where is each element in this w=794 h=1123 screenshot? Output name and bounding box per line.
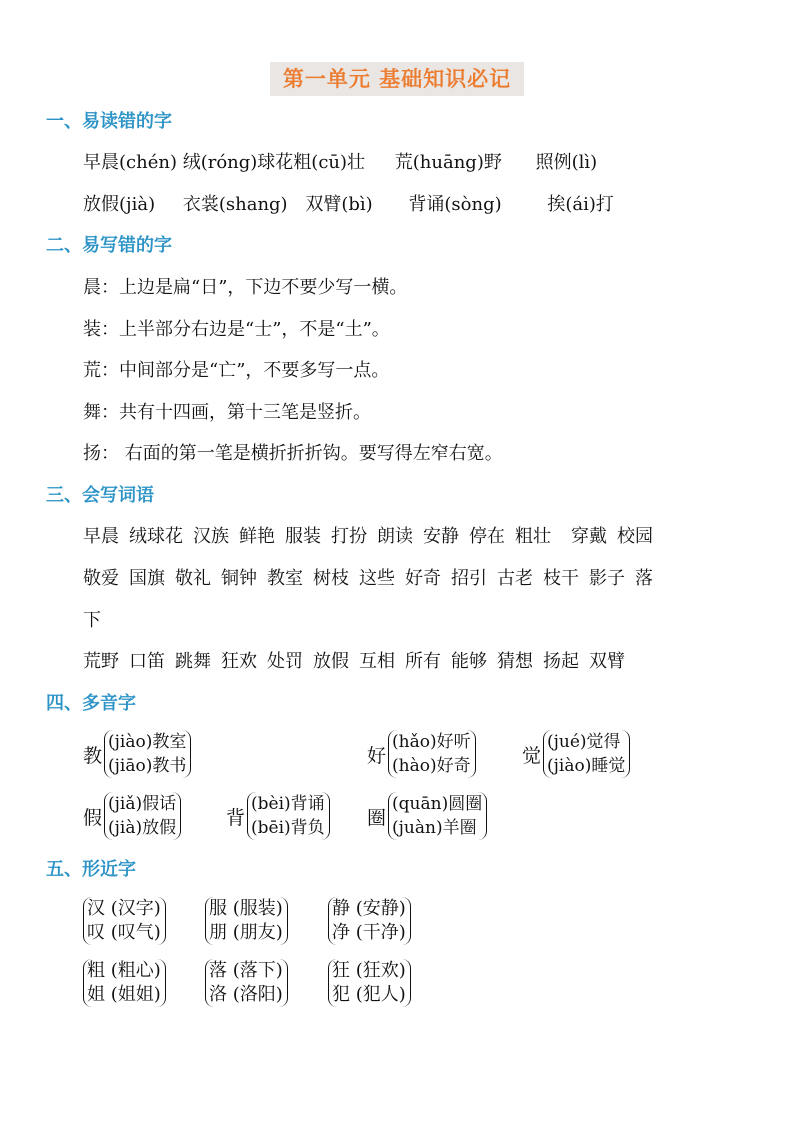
- polyphone-char: 假: [83, 806, 103, 829]
- similar-char-group: [328, 897, 411, 945]
- vocab-word: 跳舞: [175, 651, 211, 672]
- similar-char-group: [205, 897, 288, 945]
- polyphone-reading: (jià)放假: [108, 818, 177, 838]
- polyphone-group: [367, 730, 476, 778]
- polyphone-brace: [104, 730, 191, 778]
- miswrite-line-3: 荒：中间部分是“亡”，不要多写一点。: [83, 360, 390, 381]
- vocab-word: 教室: [267, 568, 303, 589]
- polyphone-reading: (hǎo)好听: [392, 732, 471, 752]
- similar-brace: [83, 959, 166, 1007]
- polyphone-char: 背: [226, 806, 246, 829]
- polyphone-brace: [104, 792, 181, 840]
- polyphone-char: 觉: [522, 744, 542, 767]
- vocab-word: 处罚: [267, 651, 303, 672]
- polyphone-brace: [388, 792, 487, 840]
- vocab-word: 安静: [423, 526, 459, 547]
- vocab-word: 敬爱: [83, 568, 119, 589]
- vocab-word: 鲜艳: [239, 526, 275, 547]
- polyphone-reading: (bēi)背负: [251, 818, 325, 838]
- polyphone-reading: (jiào)教室: [108, 732, 187, 752]
- similar-char: 净 (干净): [332, 922, 406, 943]
- similar-brace: [83, 897, 166, 945]
- vocab-word: 停在: [469, 526, 505, 547]
- misread-item: 荒(huāng)野: [394, 152, 502, 173]
- similar-char-group: [205, 959, 288, 1007]
- vocab-word: 铜钟: [221, 568, 257, 589]
- misread-item: 早晨(chén): [83, 152, 177, 173]
- polyphone-brace: [388, 730, 476, 778]
- section-heading-1: 一、易读错的字: [46, 111, 172, 132]
- similar-char: 汉 (汉字): [87, 898, 161, 919]
- vocab-word: 校园: [617, 526, 653, 547]
- miswrite-line-5: 扬： 右面的第一笔是横折折折钩。要写得左窄右宽。: [83, 443, 503, 464]
- page-title: 第一单元 基础知识必记: [270, 62, 524, 96]
- vocab-word: 早晨: [83, 526, 119, 547]
- miswrite-line-2: 装：上半部分右边是“士”，不是“土”。: [83, 319, 390, 340]
- misread-item: 衣裳(shang): [182, 194, 288, 215]
- vocab-word: 朗读: [377, 526, 413, 547]
- misread-row-2: [83, 192, 614, 218]
- polyphone-group: [367, 792, 487, 840]
- vocab-row-3: [83, 608, 111, 634]
- misread-item: 放假(jià): [83, 194, 156, 215]
- similar-char: 服 (服装): [209, 898, 283, 919]
- vocab-word: 这些: [359, 568, 395, 589]
- vocab-word: 放假: [313, 651, 349, 672]
- similar-char: 狂 (狂欢): [332, 960, 406, 981]
- vocab-word: 穿戴: [571, 526, 607, 547]
- vocab-row-1: [83, 524, 663, 550]
- misread-item: 照例(lì): [535, 152, 598, 173]
- vocab-word: 狂欢: [221, 651, 257, 672]
- polyphone-reading: (bèi)背诵: [251, 794, 325, 814]
- vocab-word: 双臂: [589, 651, 625, 672]
- polyphone-group: [83, 730, 191, 778]
- vocab-word: 枝干: [543, 568, 579, 589]
- miswrite-line-1: 晨：上边是扁“日”，下边不要少写一横。: [83, 277, 408, 298]
- misread-item: 双臂(bì): [305, 194, 373, 215]
- misread-item: 背诵(sòng): [408, 194, 502, 215]
- similar-char: 粗 (粗心): [87, 960, 161, 981]
- similar-brace: [328, 897, 411, 945]
- vocab-word: 树枝: [313, 568, 349, 589]
- vocab-word: 粗壮: [515, 526, 551, 547]
- vocab-word: 打扮: [331, 526, 367, 547]
- similar-char: 犯 (犯人): [332, 984, 406, 1005]
- vocab-word: 下: [83, 610, 101, 631]
- misread-row-1: [83, 150, 597, 176]
- vocab-word: 扬起: [543, 651, 579, 672]
- section-heading-2: 二、易写错的字: [46, 235, 172, 256]
- polyphone-char: 好: [367, 744, 387, 767]
- polyphone-reading: (jué)觉得: [547, 732, 621, 752]
- vocab-word: 猜想: [497, 651, 533, 672]
- polyphone-group: [522, 730, 630, 778]
- vocab-word: 绒球花: [129, 526, 183, 547]
- similar-brace: [205, 897, 288, 945]
- misread-item: 挨(ái)打: [547, 194, 614, 215]
- vocab-word: 招引: [451, 568, 487, 589]
- vocab-row-4: [83, 649, 635, 675]
- polyphone-char: 教: [83, 744, 103, 767]
- polyphone-reading: (jiǎ)假话: [108, 794, 177, 814]
- polyphone-group: [83, 792, 181, 840]
- polyphone-brace: [247, 792, 330, 840]
- vocab-word: 互相: [359, 651, 395, 672]
- similar-char-group: [328, 959, 411, 1007]
- similar-char: 朋 (朋友): [209, 922, 283, 943]
- similar-char: 落 (落下): [209, 960, 283, 981]
- similar-brace: [328, 959, 411, 1007]
- vocab-word: 国旗: [129, 568, 165, 589]
- polyphone-reading: (quān)圆圈: [392, 794, 483, 814]
- polyphone-char: 圈: [367, 806, 387, 829]
- similar-brace: [205, 959, 288, 1007]
- polyphone-reading: (hào)好奇: [392, 756, 471, 776]
- section-heading-5: 五、形近字: [46, 859, 136, 880]
- polyphone-reading: (jiào)睡觉: [547, 756, 626, 776]
- similar-char: 静 (安静): [332, 898, 406, 919]
- polyphone-group: [226, 792, 330, 840]
- vocab-word: 影子: [589, 568, 625, 589]
- similar-char: 洛 (洛阳): [209, 984, 283, 1005]
- vocab-row-2: [83, 566, 663, 592]
- polyphone-reading: (juàn)羊圈: [392, 818, 477, 838]
- vocab-word: 好奇: [405, 568, 441, 589]
- vocab-word: 古老: [497, 568, 533, 589]
- vocab-word: 能够: [451, 651, 487, 672]
- misread-item: 粗(cū)壮: [293, 152, 366, 173]
- vocab-word: 落: [635, 568, 653, 589]
- vocab-word: 汉族: [193, 526, 229, 547]
- vocab-word: 服装: [285, 526, 321, 547]
- section-heading-3: 三、会写词语: [46, 485, 154, 506]
- vocab-word: 所有: [405, 651, 441, 672]
- similar-char: 叹 (叹气): [87, 922, 161, 943]
- miswrite-line-4: 舞：共有十四画，第十三笔是竖折。: [83, 402, 371, 423]
- vocab-word: 荒野: [83, 651, 119, 672]
- similar-char: 姐 (姐姐): [87, 984, 161, 1005]
- section-heading-4: 四、多音字: [46, 693, 136, 714]
- similar-char-group: [83, 897, 166, 945]
- misread-item: 绒(róng)球花: [182, 152, 294, 173]
- vocab-word: 口笛: [129, 651, 165, 672]
- vocab-word: 敬礼: [175, 568, 211, 589]
- similar-char-group: [83, 959, 166, 1007]
- polyphone-brace: [543, 730, 630, 778]
- polyphone-reading: (jiāo)教书: [108, 756, 187, 776]
